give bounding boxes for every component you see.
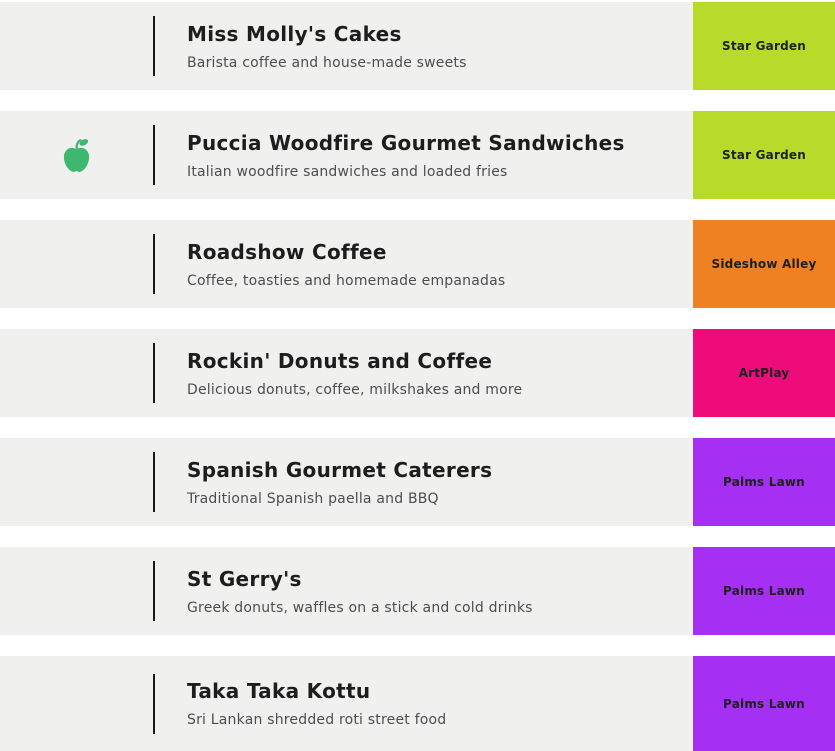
location-label: Palms Lawn — [723, 696, 805, 711]
vendor-description: Greek donuts, waffles on a stick and cold drinks — [187, 599, 533, 616]
vendor-description: Barista coffee and house-made sweets — [187, 54, 467, 71]
location-badge — [693, 547, 835, 635]
vendor-icon-zone — [0, 2, 153, 90]
vendor-row[interactable] — [0, 329, 835, 417]
location-badge — [693, 438, 835, 526]
vendor-icon-zone — [0, 547, 153, 635]
vendor-description: Italian woodfire sandwiches and loaded fries — [187, 163, 508, 180]
vendor-icon-zone — [0, 111, 153, 199]
location-label: ArtPlay — [738, 366, 790, 380]
vendor-icon-zone — [0, 329, 153, 417]
vendor-row[interactable] — [0, 220, 835, 308]
location-badge — [693, 2, 835, 90]
vendor-row[interactable] — [0, 111, 835, 199]
vendor-name: Spanish Gourmet Caterers — [187, 457, 493, 482]
location-label: Palms Lawn — [723, 584, 805, 598]
vendor-text-zone — [155, 111, 693, 199]
location-label: Palms Lawn — [723, 475, 805, 489]
vendor-text-zone — [155, 438, 693, 526]
location-badge — [693, 329, 835, 417]
location-badge — [693, 656, 835, 751]
vendor-description: Coffee, toasties and homemade empanadas — [187, 272, 506, 289]
apple-icon — [61, 137, 92, 173]
vendor-row[interactable] — [0, 656, 835, 751]
vendor-row[interactable] — [0, 547, 835, 635]
vendor-name: St Gerry's — [187, 566, 302, 591]
location-label: Star Garden — [722, 39, 806, 53]
location-label: Star Garden — [722, 148, 806, 162]
vendor-icon-zone — [0, 438, 153, 526]
vendor-text-zone — [155, 547, 693, 635]
vendor-description: Delicious donuts, coffee, milkshakes and more — [187, 381, 523, 398]
vendor-name: Miss Molly's Cakes — [187, 21, 402, 46]
vendor-text-zone — [155, 220, 693, 308]
location-badge — [693, 220, 835, 308]
vendor-description: Sri Lankan shredded roti street food — [187, 712, 447, 728]
vendor-text-zone — [155, 656, 693, 751]
vendor-description: Traditional Spanish paella and BBQ — [187, 490, 439, 507]
location-label: Sideshow Alley — [711, 257, 817, 271]
location-badge — [693, 111, 835, 199]
vendor-text-zone — [155, 2, 693, 90]
vendor-row[interactable] — [0, 2, 835, 90]
vendor-icon-zone — [0, 220, 153, 308]
vendor-icon-zone — [0, 656, 153, 751]
vendor-row[interactable] — [0, 438, 835, 526]
vendor-name: Roadshow Coffee — [187, 239, 387, 264]
vendor-text-zone — [155, 329, 693, 417]
vendor-name: Puccia Woodfire Gourmet Sandwiches — [187, 130, 625, 155]
vendor-name: Taka Taka Kottu — [187, 679, 371, 703]
vendor-name: Rockin' Donuts and Coffee — [187, 348, 493, 373]
